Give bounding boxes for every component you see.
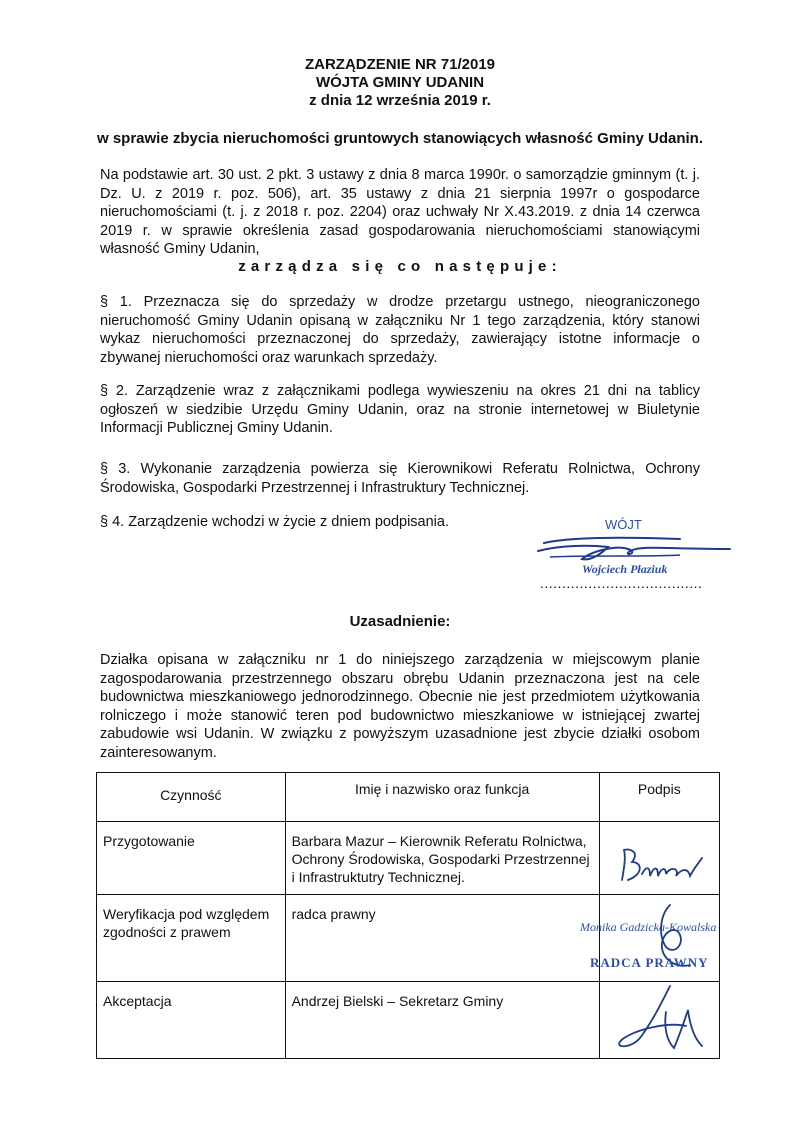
table-row	[97, 895, 720, 982]
signature-mazur	[600, 822, 719, 894]
paragraph-3: § 3. Wykonanie zarządzenia powierza się Kierownikowi Referatu Rolnictwa, Ochrony Środowiska, Gospodarki Przestrzennej i Infrastruktury Technicznej.	[100, 461, 700, 496]
decree-number: ZARZĄDZENIE NR 71/2019	[304, 56, 496, 73]
signature-cell	[599, 982, 719, 1059]
stamp-name: Wojciech Płaziuk	[582, 562, 668, 576]
signature-cell	[579, 895, 719, 982]
document-header	[0, 56, 800, 110]
decree-issuer: WÓJTA GMINY UDANIN	[315, 74, 485, 91]
table-row	[97, 822, 720, 895]
legal-basis: Na podstawie art. 30 ust. 2 pkt. 3 ustawy z dnia 8 marca 1990r. o samorządzie gminnym (t. j. Dz. U. z 2019 r. poz. 506), art. 35 ustawy z dnia 21 sierpnia 1997r o gospodarce nieruchomościami (t. j. z 2018 r. poz. 2204) oraz uchwały Nr X.43.2019. z dnia 14 czerwca 2019 r. w sprawie określenia zasad gospodarowania nieruchomościami stanowiącymi własność Gminy Udanin,	[100, 167, 700, 258]
person-cell: Barbara Mazur – Kierownik Referatu Rolnictwa, Ochrony Środowiska, Gospodarki Przestrzennej i Infrastruktutry Technicznej.	[285, 822, 599, 895]
justification-title: Uzasadnienie:	[349, 613, 451, 630]
signature-line: .....................................	[540, 575, 703, 591]
signature-bielski	[600, 982, 719, 1058]
activity-cell: Akceptacja	[97, 982, 286, 1059]
activity-cell: Weryfikacja pod względem zgodności z prawem	[97, 895, 286, 982]
paragraph-4: § 4. Zarządzenie wchodzi w życie z dniem podpisania.	[100, 514, 449, 530]
person-cell: Andrzej Bielski – Sekretarz Gminy	[285, 982, 599, 1059]
activity-cell: Przygotowanie	[97, 822, 286, 895]
table-header-row	[97, 773, 720, 822]
order-phrase: zarządza się co następuje:	[238, 258, 562, 275]
justification-text: Działka opisana w załączniku nr 1 do niniejszego zarządzenia w miejscowym planie zagospodarowania przestrzennego obszaru obrębu Udanin przeznaczona jest na cele budownictwa mieszkaniowego jednorodzinnego. Obecnie nie jest przedmiotem użytkowania rolniczego i może stanowić teren pod budownictwo mieszkaniowe w istniejącej zwartej zabudowie wsi Udanin. W związku z powyższym uzasadnione jest zbycie działki osobom zainteresowanym.	[100, 652, 700, 761]
header-signature: Podpis	[599, 773, 719, 822]
table-row	[97, 982, 720, 1059]
header-person: Imię i nazwisko oraz funkcja	[285, 773, 599, 822]
stamp-name: Monika Gadzicka-Kowalska	[579, 920, 716, 934]
decree-subject: w sprawie zbycia nieruchomości gruntowych stanowiących własność Gminy Udanin.	[97, 130, 703, 147]
paragraph-1: § 1. Przeznacza się do sprzedaży w drodze przetargu ustnego, nieograniczonego nieruchomość Gminy Udanin opisaną w załączniku Nr 1 tego zarządzenia, który stanowi wykaz nieruchomości przeznaczonej do sprzedaży, zawierający istotne informacje o zbywanej nieruchomości oraz warunkach sprzedaży.	[100, 294, 700, 366]
signature-underline	[550, 555, 680, 557]
person-cell: radca prawny	[285, 895, 599, 982]
paragraph-2: § 2. Zarządzenie wraz z załącznikami podlega wywieszeniu na okres 21 dni na tablicy ogłoszeń w siedzibie Urzędu Gminy Udanin, oraz na stronie internetowej w Biuletynie Informacji Publicznej Gminy Udanin.	[100, 383, 700, 437]
legal-counsel-stamp	[579, 895, 719, 981]
header-activity: Czynność	[97, 773, 286, 822]
stamp-title: RADCA PRAWNY	[589, 955, 709, 970]
stamp-title: WÓJT	[605, 517, 642, 532]
decree-date: z dnia 12 września 2019 r.	[309, 92, 491, 109]
approvals-table	[96, 772, 720, 1059]
signature-cell	[599, 822, 719, 895]
